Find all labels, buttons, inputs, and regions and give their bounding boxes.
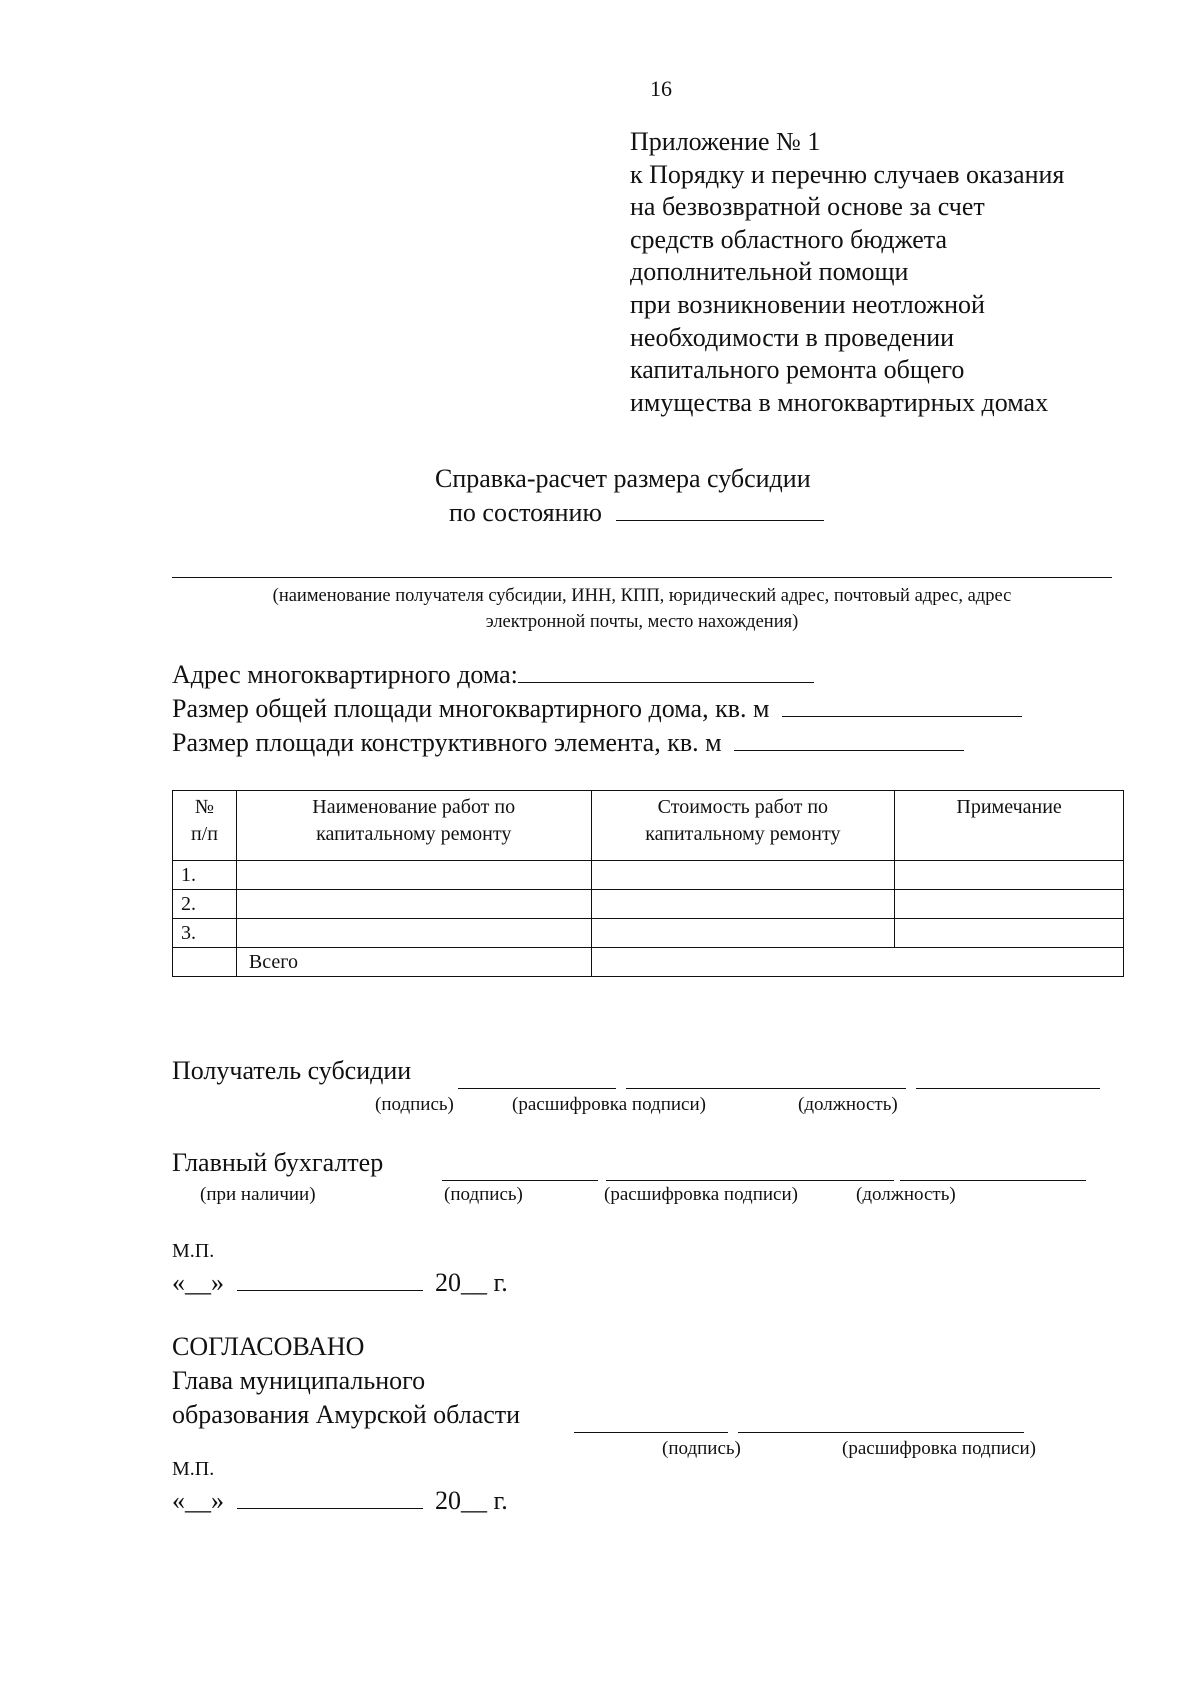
recipient-signature-line[interactable] [458, 1088, 616, 1089]
header-works-line-1: Наименование работ по [312, 796, 516, 818]
appendix-line: средств областного бюджета [630, 224, 948, 254]
date-year-field[interactable]: 20__ г. [435, 1268, 508, 1297]
head-caption-signature: (подпись) [662, 1438, 741, 1459]
header-number [173, 791, 237, 861]
accountant-decoding-line[interactable] [606, 1180, 894, 1181]
total-area-row [172, 692, 1022, 726]
agreed-heading: СОГЛАСОВАНО [172, 1332, 365, 1361]
recipient-caption-line-1: (наименование получателя субсидии, ИНН, КПП, юридический адрес, почтовый адрес, адрес [272, 586, 1012, 606]
chief-accountant-sublabel: (при наличии) [200, 1184, 316, 1205]
total-number-cell [173, 948, 237, 977]
date-month-field[interactable] [237, 1268, 423, 1291]
page-number: 16 [650, 76, 672, 101]
works-cell[interactable] [236, 919, 591, 948]
header-number-line-2: п/п [190, 823, 218, 845]
total-area-field[interactable] [782, 694, 1022, 717]
date-day-field[interactable]: «__» [172, 1268, 224, 1297]
accountant-signature-line[interactable] [442, 1180, 598, 1181]
appendix-line: к Порядку и перечню случаев оказания [630, 159, 1065, 189]
appendix-line: на безвозвратной основе за счет [630, 192, 985, 222]
head-signature-line[interactable] [574, 1432, 728, 1433]
table-row [173, 890, 1124, 919]
header-cost [591, 791, 895, 861]
appendix-line: необходимости в проведении [630, 322, 955, 352]
as-of-label: по состоянию [449, 498, 602, 527]
title-line-1: Справка-расчет размера субсидии [435, 464, 811, 493]
header-note [895, 791, 1124, 861]
header-works-line-2: капитальному ремонту [316, 823, 512, 845]
head-caption-decoding: (расшифровка подписи) [842, 1438, 1036, 1459]
recipient-caption-signature: (подпись) [375, 1094, 454, 1115]
cost-cell[interactable] [591, 861, 895, 890]
note-cell[interactable] [895, 861, 1124, 890]
element-area-row [172, 726, 1022, 760]
agreed-line-2: образования Амурской области [172, 1400, 521, 1429]
recipient-position-line[interactable] [916, 1088, 1100, 1089]
agreed-line-1: Глава муниципального [172, 1366, 426, 1395]
header-number-line-1: № [194, 796, 214, 818]
recipient-caption-decoding: (расшифровка подписи) [512, 1094, 706, 1115]
appendix-line: при возникновении неотложной [630, 289, 985, 319]
row-number: 1. [173, 861, 237, 890]
date-month-field[interactable] [237, 1486, 423, 1509]
accountant-caption-signature: (подпись) [444, 1184, 523, 1205]
element-area-field[interactable] [734, 728, 964, 751]
appendix-line: имущества в многоквартирных домах [630, 387, 1049, 417]
recipient-caption-position: (должность) [798, 1094, 898, 1115]
appendix-line: Приложение № 1 [630, 127, 821, 156]
works-cell[interactable] [236, 861, 591, 890]
stamp-mark-2: М.П. [172, 1458, 215, 1480]
title-line-2 [435, 496, 824, 530]
accountant-position-line[interactable] [900, 1180, 1086, 1181]
recipient-caption [172, 583, 1112, 635]
appendix-line: дополнительной помощи [630, 257, 909, 287]
table-row [173, 861, 1124, 890]
cost-cell[interactable] [591, 890, 895, 919]
accountant-caption-decoding: (расшифровка подписи) [604, 1184, 798, 1205]
address-row [172, 658, 1022, 692]
address-field[interactable] [518, 660, 814, 683]
note-cell[interactable] [895, 919, 1124, 948]
recipient-name-field[interactable] [172, 577, 1112, 578]
as-of-date-field[interactable] [616, 498, 824, 521]
appendix-line: капитального ремонта общего [630, 355, 965, 385]
works-cell[interactable] [236, 890, 591, 919]
header-cost-line-2: капитальному ремонту [645, 823, 841, 845]
date-year-field[interactable]: 20__ г. [435, 1486, 508, 1515]
row-number: 2. [173, 890, 237, 919]
recipient-decoding-line[interactable] [626, 1088, 906, 1089]
stamp-mark-1: М.П. [172, 1240, 215, 1262]
recipient-caption-line-2: электронной почты, место нахождения) [485, 612, 799, 632]
total-label: Всего [236, 948, 591, 977]
building-fields [172, 658, 1022, 760]
chief-accountant-label: Главный бухгалтер [172, 1148, 384, 1177]
note-cell[interactable] [895, 890, 1124, 919]
document-title [435, 462, 824, 530]
header-cost-line-1: Стоимость работ по [657, 796, 829, 818]
header-works [236, 791, 591, 861]
table-row [173, 919, 1124, 948]
appendix-header [630, 126, 1190, 419]
table-total-row [173, 948, 1124, 977]
address-label: Адрес многоквартирного дома: [172, 660, 518, 689]
recipient-signature-label: Получатель субсидии [172, 1056, 412, 1085]
date-row-1 [172, 1268, 508, 1298]
table-header-row [173, 791, 1124, 861]
total-cost-cell[interactable] [591, 948, 1123, 977]
date-day-field[interactable]: «__» [172, 1486, 224, 1515]
total-area-label: Размер общей площади многоквартирного дома, кв. м [172, 694, 770, 723]
cost-cell[interactable] [591, 919, 895, 948]
date-row-2 [172, 1486, 508, 1516]
element-area-label: Размер площади конструктивного элемента, кв. м [172, 728, 722, 757]
header-note-label: Примечание [956, 796, 1062, 818]
row-number: 3. [173, 919, 237, 948]
works-table [172, 790, 1124, 977]
accountant-caption-position: (должность) [856, 1184, 956, 1205]
head-decoding-line[interactable] [738, 1432, 1024, 1433]
